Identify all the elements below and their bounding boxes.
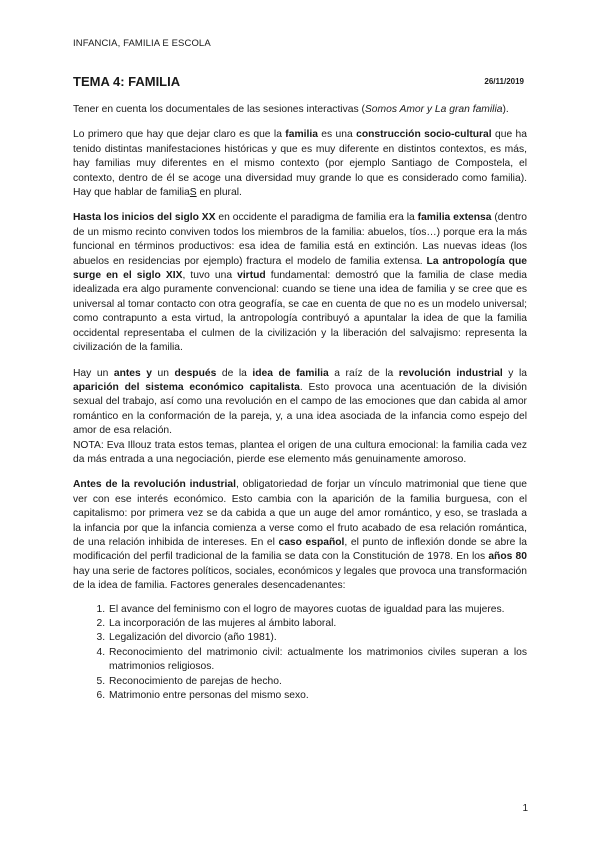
bold-term: construcción socio-cultural <box>356 129 492 141</box>
text-run: hay una serie de factores políticos, sociales, económicos y legales que provoca una transformación de la idea de familia. Factores generales desencadenantes: <box>73 565 527 592</box>
list-item: 5. Reconocimiento de parejas de hecho. <box>108 675 527 689</box>
page-title: TEMA 4: FAMILIA <box>73 74 181 89</box>
bold-term: La antropología que surge en el siglo XIX <box>73 255 527 282</box>
list-item: 4. Reconocimiento del matrimonio civil: actualmente los matrimonios civiles superan a los matrimonios religiosos. <box>108 646 527 675</box>
paragraph-before-revolution <box>73 478 527 593</box>
text-run: (dentro de un mismo recinto conviven todos los miembros de la familia: abuelos, tíos…) porque era la más funcional en términos productivos: esa idea de familia está en extinción. Las nuevas ideas (los abuelos en residencias por ejemplo) fractura el modelo de familia extensa. <box>73 212 527 267</box>
text-run: un <box>152 367 175 379</box>
text-run: a raíz de la <box>328 367 399 379</box>
documentary-titles: Somos Amor y La gran familia <box>364 104 503 115</box>
running-header: INFANCIA, FAMILIA E ESCOLA <box>73 38 211 49</box>
text-run: en occidente el paradigma de familia era la <box>215 212 418 224</box>
bold-term: aparición del sistema económico capitalista <box>73 381 300 393</box>
bold-term: después <box>174 367 217 379</box>
text-run: en plural. <box>196 187 242 199</box>
list-item: 1. El avance del feminismo con el logro de mayores cuotas de igualdad para las mujeres. <box>108 603 527 617</box>
list-item: 2. La incorporación de las mujeres al ámbito laboral. <box>108 617 527 631</box>
text-run: Tener en cuenta los documentales de las sesiones interactivas ( <box>73 104 365 115</box>
bold-term: familia extensa <box>417 212 492 224</box>
underlined-letter: S <box>189 187 197 199</box>
bold-term: caso español <box>278 536 345 548</box>
list-item: 6. Matrimonio entre personas del mismo sexo. <box>108 689 527 703</box>
document-body <box>73 103 527 703</box>
factors-list <box>73 603 527 704</box>
paragraph-extended-family <box>73 211 527 355</box>
bold-term: familia <box>285 129 318 141</box>
text-run: de la <box>216 367 253 379</box>
text-run: y la <box>502 367 527 379</box>
text-run: , obligatoriedad de forjar un vínculo matrimonial que tiene que ver con ese interés económico. Esto cambia con la aparición de la familia burguesa, con el capitalismo: por primera vez se da cabida a que un auge del amor romántico, y eso, se traslada a la infancia por que la infancia comienza a verse como el fruto acabado de esa relación romántica, de una relación inhibida de intereses. En el <box>73 479 527 548</box>
bold-term: virtud <box>237 270 266 282</box>
list-item: 3. Legalización del divorcio (año 1981). <box>108 631 527 645</box>
text-run: Lo primero que hay que dejar claro es que la <box>73 129 286 141</box>
text-run: ). <box>502 104 509 115</box>
text-run: Hay un <box>73 367 114 379</box>
paragraph-intro <box>73 103 527 117</box>
text-run: , tuvo una <box>182 270 238 282</box>
text-run: , el punto de inflexión donde se abre la modificación del perfil tradicional de la familia se data con la Constitución de 1978. En los <box>73 536 527 563</box>
paragraph-industrial-revolution <box>73 367 527 439</box>
bold-term: Hasta los inicios del siglo XX <box>73 212 216 224</box>
date-label: 26/11/2019 <box>484 77 524 86</box>
text-run: . Esto provoca una acentuación de la división sexual del trabajo, así como una revolución en el campo de las emociones que dan cabida al amor romántico en la conformación de la pareja, y, a una idea asociada de la infancia como espejo del amor de esa relación. <box>73 381 527 437</box>
paragraph-family-construct <box>73 128 527 200</box>
text-run: que ha tenido distintas manifestaciones históricas y que es muy diferente en distintos contextos, es más, hay familias muy diferentes en el mismo contexto (por ejemplo Santiago de Compostela, el contexto, dentro de él se acoge una diversidad muy grande lo que es considerado como familia). Hay que hablar de familia <box>73 129 528 199</box>
bold-term: antes y <box>113 367 153 379</box>
title-row <box>73 74 527 94</box>
bold-term: revolución industrial <box>398 367 503 379</box>
page-number: 1 <box>522 803 528 814</box>
paragraph-note: NOTA: Eva Illouz trata estos temas, plantea el origen de una cultura emocional: la familia cada vez da más entrada a una negociación, pierde ese elemento más genuinamente amoroso. <box>73 439 527 465</box>
bold-term: idea de familia <box>252 367 329 379</box>
bold-term: años 80 <box>488 551 527 563</box>
text-run: es una <box>317 129 357 141</box>
text-run: fundamental: demostró que la familia de clase media idealizada era algo puramente convencional: cuando se tiene una idea de familia y se cree que es universal al tomar contacto con otra geografía, se cae en cuenta de que no es un modelo universal; como contrapunto a esta virtud, la antropología contribuyó a apuntalar la idea de que la familia occidental representaba el culmen de la civilización y la liberación del salvajismo: representa la civilización de la familia. <box>73 270 527 354</box>
bold-term: Antes de la revolución industrial <box>73 479 236 491</box>
